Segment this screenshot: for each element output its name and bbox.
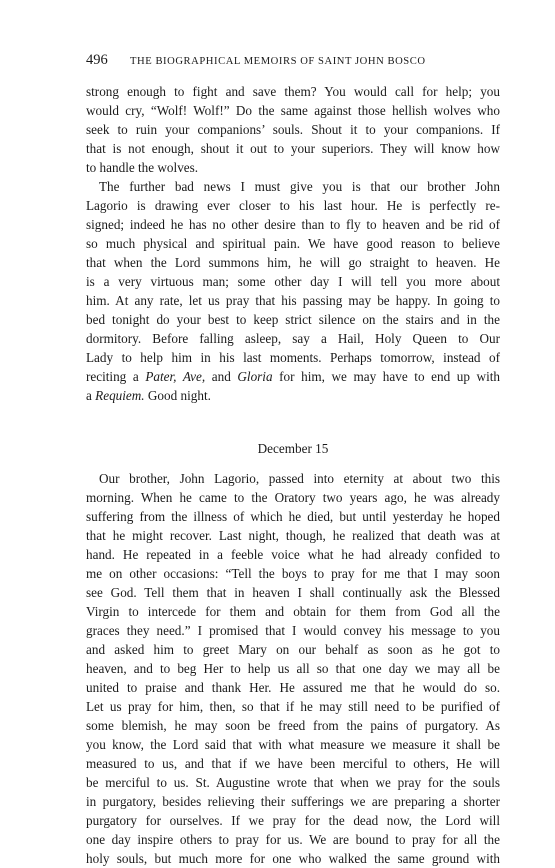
text-line: holy souls, but much more for one who walked the same ground with [86,851,500,866]
text-line: to handle the wolves. [86,160,199,175]
text-line: is a very virtuous man; some other day I will tell you more about [86,274,500,289]
text-line: The further bad news I must give you is that our brother John [99,179,500,194]
paragraph-1 [86,82,500,177]
text-line: some blemish, he may soon be freed from the pains of purgatory. As [86,718,500,733]
text-line: one day inspire others to pray for us. We are bound to pray for all the [86,832,500,847]
section-spacer [86,405,500,439]
text-line: morning. When he came to the Oratory two years ago, he was already [86,490,500,505]
text-line: that he might recover. Last night, though, he realized that death was at [86,528,500,543]
page-number: 496 [86,52,108,68]
text-line: and asked him to greet Mary on our behalf as soon as he got to [86,642,500,657]
text-line: heaven, and to beg Her to help us all so that one day we may all be [86,661,500,676]
text-line: would cry, “Wolf! Wolf!” Do the same against those hellish wolves who [86,103,500,118]
text-line: united to praise and thank Her. He assured me that he would do so. [86,680,500,695]
text-line: be merciful to us. St. Augustine wrote that when we pray for the souls [86,775,500,790]
text-line: see God. Tell them that in heaven I shall continually ask the Blessed [86,585,500,600]
paragraph-3 [86,469,500,868]
text-run: for him, we may have to end up with [272,369,500,384]
text-line: Lagorio is drawing ever closer to his last hour. He is perfectly re- [86,198,500,213]
text-line: signed; indeed he has no other desire than to fly to heaven and be rid of [86,217,500,232]
text-line: Let us pray for him, then, so that if he may still need to be purified of [86,699,500,714]
italic-prayer-name: Requiem. [95,388,145,403]
italic-prayer-name: Gloria [237,369,273,384]
text-line: that when the Lord summons him, he will go straight to heaven. He [86,255,500,270]
italic-prayer-name: Pater, Ave, [145,369,206,384]
text-run: Good night. [144,388,211,403]
text-line: strong enough to fight and save them? You would call for help; you [86,84,500,99]
text-line: so much physical and spiritual pain. We have good reason to believe [86,236,500,251]
text-line: Virgin to intercede for them and obtain for them from God all the [86,604,500,619]
text-line [86,386,500,405]
running-header [86,52,500,74]
paragraph-2 [86,177,500,405]
text-line: purgatory for ourselves. If we pray for the dead now, the Lord will [86,813,500,828]
text-line: hand. He repeated in a feeble voice what he had already confided to [86,547,500,562]
text-line: in purgatory, besides relieving their sufferings we are preparing a shorter [86,794,500,809]
text-line: bed tonight do your best to keep strict silence on the stairs and in the [86,312,500,327]
text-line: Our brother, John Lagorio, passed into eternity at about two this [99,471,500,486]
book-title: THE BIOGRAPHICAL MEMOIRS OF SAINT JOHN BOSCO [130,56,426,67]
text-line: that is not enough, shout it out to your superiors. They will know how [86,141,500,156]
text-line: seek to ruin your companions’ souls. Shout it to your companions. If [86,122,500,137]
text-run: and [205,369,238,384]
text-line: him. At any rate, let us pray that his passing may be happy. In going to [86,293,500,308]
text-line: you know, the Lord said that with what measure we measure it shall be [86,737,500,752]
text-line: graces they need.” I promised that I would convey his message to you [86,623,500,638]
text-line: me on other occasions: “Tell the boys to pray for me that I may soon [86,566,500,581]
text-line [86,367,500,386]
text-line: measured to us, and that if we have been merciful to others, He will [86,756,500,771]
text-run: reciting a [86,369,146,384]
date-heading: December 15 [257,441,329,456]
text-line: suffering from the illness of which he died, but until yesterday he hoped [86,509,500,524]
text-run: a [86,388,96,403]
text-line: dormitory. Before falling asleep, say a Hail, Holy Queen to Our [86,331,500,346]
text-line: Lady to help him in his last moments. Perhaps tomorrow, instead of [86,350,500,365]
book-page [86,52,500,868]
